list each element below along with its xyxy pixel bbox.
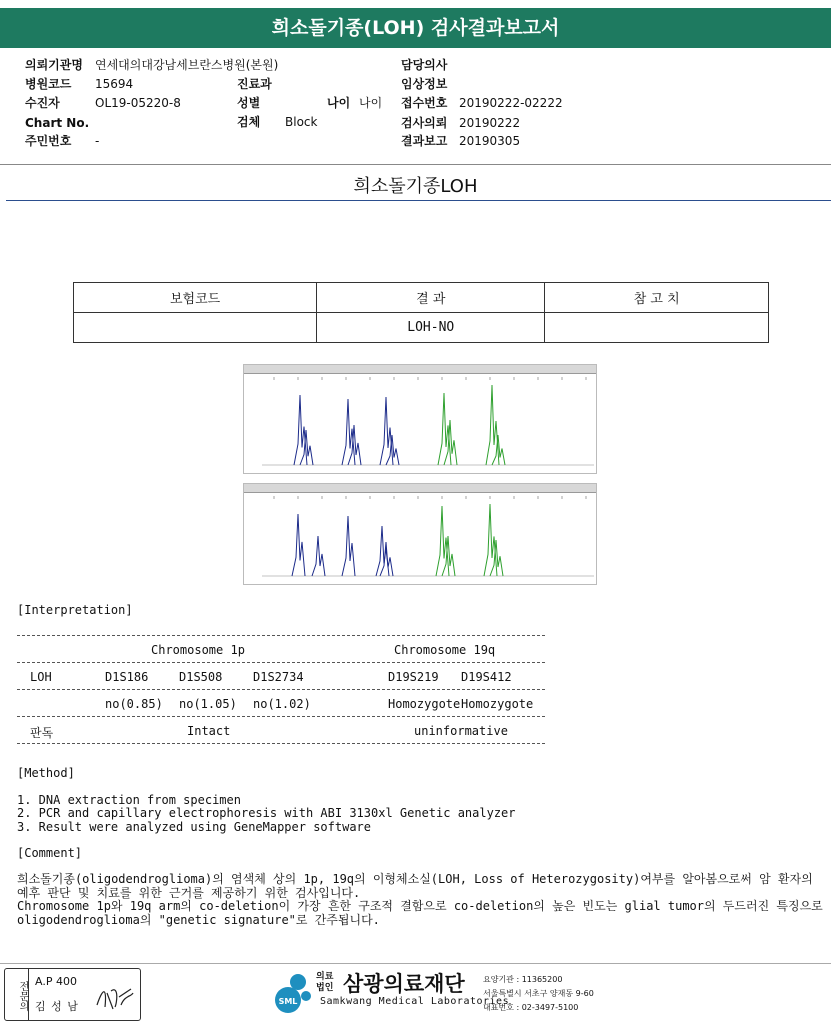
marker-d1s508: D1S508 (179, 670, 223, 684)
value-d19s219: Homozygote (388, 697, 461, 711)
footer-divider (0, 963, 831, 964)
method-heading: [Method] (17, 766, 75, 780)
marker-d19s412: D19S412 (461, 670, 512, 684)
specimen-label: 검체 (237, 115, 261, 129)
comment-heading: [Comment] (17, 846, 83, 860)
institution-value: 연세대의대강남세브란스병원(본원) (95, 58, 279, 72)
age-label: 나이 (327, 96, 351, 110)
pathologist-stamp (4, 968, 141, 1021)
report-date-label: 결과보고 (401, 134, 448, 148)
result-table (73, 282, 769, 343)
org-type: 의료 법인 (316, 972, 334, 993)
section-title: 희소돌기종LOH (353, 176, 478, 197)
trace-peak (342, 516, 355, 576)
judge-19q: uninformative (414, 724, 508, 738)
interpretation-heading: [Interpretation] (17, 603, 133, 617)
specimen-value: Block (285, 115, 318, 129)
trace-peak (312, 536, 325, 576)
header-reference: 참 고 치 (545, 283, 769, 313)
hospital-code-label: 병원코드 (25, 77, 72, 91)
judge-1p: Intact (187, 724, 231, 738)
comment-paragraph-2: Chromosome 1p와 19q arm의 co-deletion이 가장 흔한 구조적 결함으로 co-deletion의 높은 빈도는 glial tumor의 두드러진 특징으로 oligodendroglioma의 "genetic signature"로 간주됩니다. (17, 899, 823, 927)
cell-result: LOH-NO (317, 313, 545, 343)
marker-d19s219: D19S219 (388, 670, 439, 684)
trace-peak (294, 395, 307, 465)
dashed-rule (17, 716, 545, 717)
trace-peak (436, 506, 449, 576)
value-d1s186: no(0.85) (105, 697, 163, 711)
stamp-name: 김 성 남 (35, 1000, 79, 1013)
department-label: 진료과 (237, 77, 272, 91)
method-item-3: 3. Result were analyzed using GeneMapper software (17, 820, 372, 834)
logo-text: SML (278, 997, 298, 1006)
divider (0, 164, 831, 165)
dashed-rule (17, 662, 545, 663)
loh-label: LOH (30, 670, 52, 684)
sml-logo-icon (270, 970, 316, 1016)
stamp-vertical-label: 전문의 (5, 969, 29, 1020)
chr19q-label: Chromosome 19q (394, 643, 496, 657)
value-d19s412: Homozygote (461, 697, 534, 711)
dashed-rule (17, 689, 545, 690)
header-result: 결 과 (317, 283, 545, 313)
marker-d1s2734: D1S2734 (253, 670, 304, 684)
judge-label: 판독 (30, 726, 54, 740)
hospital-code-value: 15694 (95, 77, 134, 91)
trace-peak (380, 542, 393, 576)
receipt-label: 접수번호 (401, 96, 448, 110)
dashed-rule (17, 635, 545, 636)
value-d1s2734: no(1.02) (253, 697, 311, 711)
trace-peak (292, 514, 305, 576)
value-d1s508: no(1.05) (179, 697, 237, 711)
signature-icon (95, 983, 135, 1013)
electropherogram-2 (243, 483, 597, 585)
report-title: 희소돌기종(LOH) 검사결과보고서 (0, 8, 831, 48)
report-date-value: 20190305 (459, 134, 521, 148)
institution-label: 의뢰기관명 (25, 58, 83, 72)
section-underline (6, 200, 831, 201)
electropherogram-1 (243, 364, 597, 474)
comment-paragraph-1: 희소돌기종(oligodendroglioma)의 염색체 상의 1p, 19q의 이형체소실(LOH, Loss of Heterozygosity)여부를 알아봄으로써 암 환자의 예후 판단 및 치료를 위한 근거를 제공하기 위한 검사입니다. (17, 872, 813, 900)
sex-label: 성별 (237, 96, 261, 110)
stamp-code: A.P 400 (35, 975, 77, 988)
receipt-value: 20190222-02222 (459, 96, 563, 110)
resident-label: 주민번호 (25, 134, 72, 148)
receiver-value: OL19-05220-8 (95, 96, 181, 110)
cell-reference (545, 313, 769, 343)
org-name: 삼광의료재단 (343, 972, 465, 996)
trace-peak (486, 385, 499, 465)
age-value: 나이 (359, 96, 383, 110)
request-label: 검사의뢰 (401, 116, 448, 130)
dashed-rule (17, 743, 545, 744)
electropherogram-plot-2 (244, 484, 596, 584)
method-item-1: 1. DNA extraction from specimen (17, 793, 241, 807)
org-address: 서울특별시 서초구 양재동 9-60 (483, 989, 594, 998)
method-item-2: 2. PCR and capillary electrophoresis with ABI 3130xl Genetic analyzer (17, 806, 516, 820)
org-phone: 대표번호 : 02-3497-5100 (483, 1003, 579, 1012)
receiver-label: 수진자 (25, 96, 60, 110)
resident-value: - (95, 134, 100, 148)
electropherogram-plot-1 (244, 365, 596, 473)
trace-peak (380, 397, 393, 465)
header-insurance-code: 보험코드 (74, 283, 317, 313)
chr1p-label: Chromosome 1p (151, 643, 245, 657)
marker-d1s186: D1S186 (105, 670, 149, 684)
clinical-label: 임상정보 (401, 77, 448, 91)
trace-peak (484, 504, 497, 576)
doctor-label: 담당의사 (401, 58, 448, 72)
org-code: 요양기관 : 11365200 (483, 975, 563, 984)
cell-insurance-code (74, 313, 317, 343)
org-english-name: Samkwang Medical Laboratories (320, 996, 510, 1007)
chart-no-label: Chart No. (25, 116, 90, 130)
request-value: 20190222 (459, 116, 521, 130)
